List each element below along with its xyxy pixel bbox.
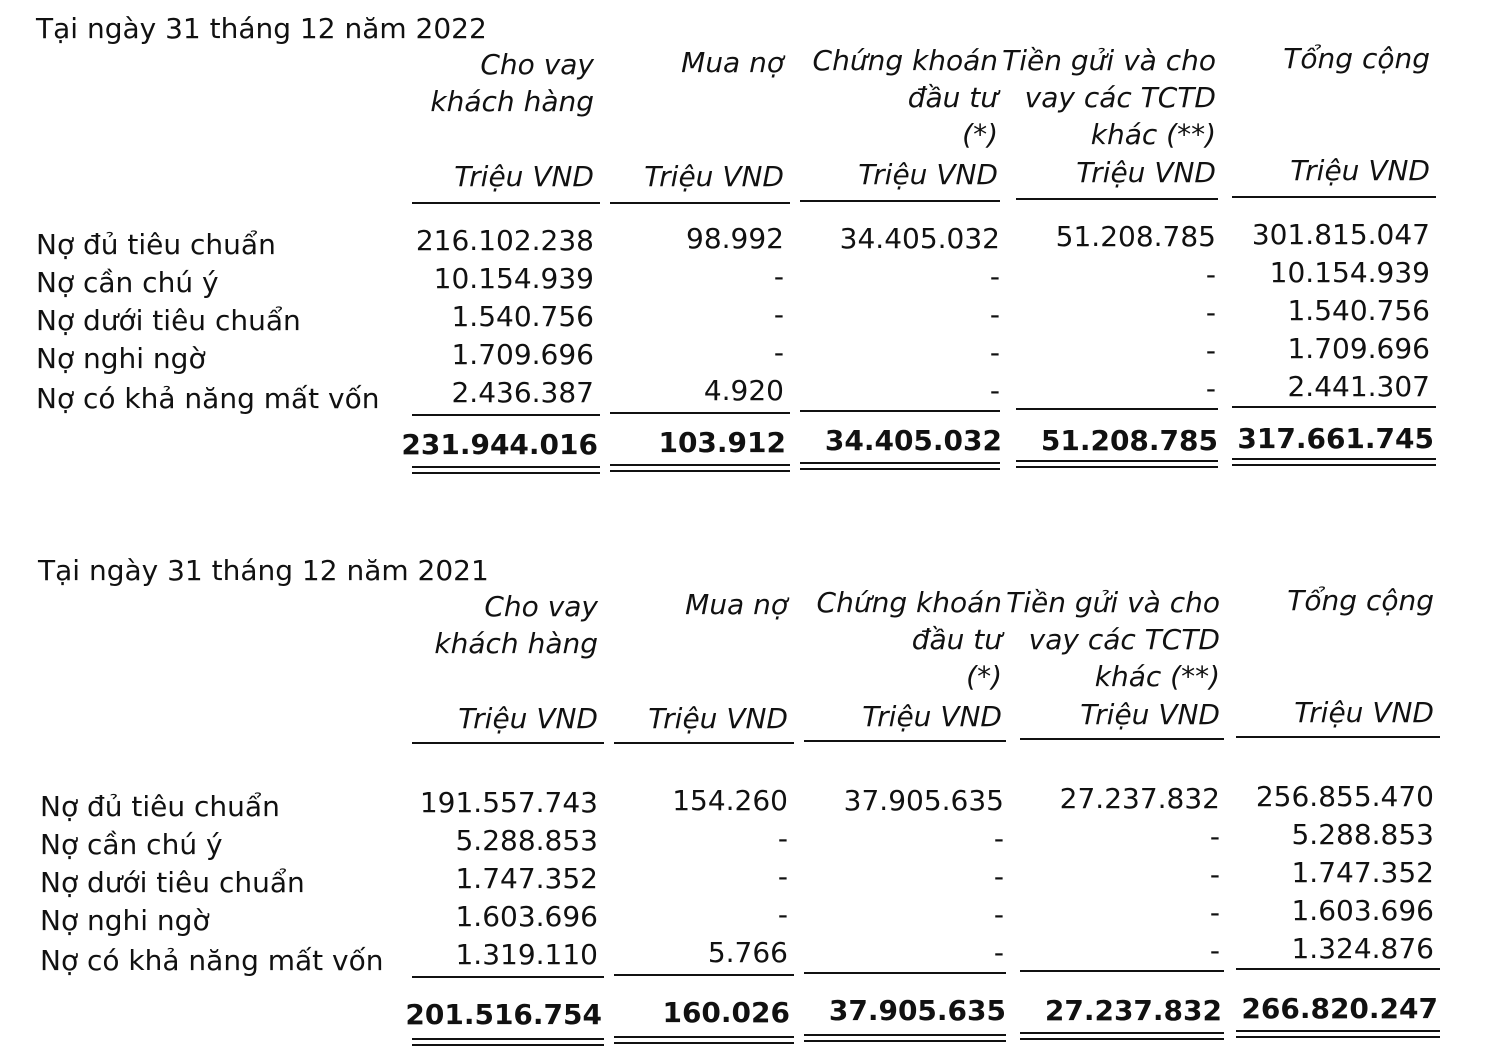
cell: - — [777, 822, 788, 855]
header-debt-purchase: Mua nợ — [681, 46, 784, 79]
cell: 301.815.047 — [1251, 218, 1430, 251]
subtotal-rule — [1020, 970, 1224, 972]
subtotal-rule — [610, 412, 790, 414]
total-cell: 317.661.745 — [1237, 422, 1434, 455]
total-cell: 37.905.635 — [828, 994, 1006, 1027]
cell: 1.319.110 — [455, 938, 598, 971]
header-rule — [412, 742, 604, 744]
header-loans: Cho vay khách hàng — [430, 48, 594, 118]
header-rule — [1016, 198, 1218, 200]
row-label: Nợ nghi ngờ — [36, 342, 206, 375]
header-rule — [1232, 196, 1436, 198]
total-double-rule — [1232, 458, 1436, 466]
subtotal-rule — [412, 414, 600, 416]
cell: 2.436.387 — [451, 376, 594, 409]
cell: 1.747.352 — [1291, 856, 1434, 889]
total-double-rule — [412, 466, 600, 474]
cell: 1.603.696 — [1291, 894, 1434, 927]
cell: 1.747.352 — [455, 862, 598, 895]
cell: 37.905.635 — [843, 784, 1004, 817]
total-double-rule — [1016, 460, 1218, 468]
subtotal-rule — [412, 976, 604, 978]
cell: - — [989, 336, 1000, 369]
cell: 10.154.939 — [433, 262, 594, 295]
cell: - — [989, 374, 1000, 407]
total-double-rule — [610, 464, 790, 472]
cell: - — [773, 298, 784, 331]
unit-label: Triệu VND — [648, 702, 788, 735]
cell: - — [1209, 858, 1220, 891]
cell: 1.709.696 — [1287, 332, 1430, 365]
total-cell: 231.944.016 — [401, 428, 598, 461]
total-double-rule — [1020, 1032, 1224, 1040]
cell: - — [773, 336, 784, 369]
header-loans: Cho vay khách hàng — [434, 590, 598, 660]
cell: 216.102.238 — [415, 224, 594, 257]
total-cell: 51.208.785 — [1040, 424, 1218, 457]
row-label: Nợ nghi ngờ — [40, 904, 210, 937]
unit-label: Triệu VND — [1076, 156, 1216, 189]
subtotal-rule — [800, 410, 1000, 412]
cell: 5.766 — [707, 936, 788, 969]
row-label: Nợ dưới tiêu chuẩn — [40, 866, 305, 899]
header-total: Tổng cộng — [1287, 584, 1434, 617]
cell: - — [777, 898, 788, 931]
unit-label: Triệu VND — [454, 160, 594, 193]
total-cell: 27.237.832 — [1044, 994, 1222, 1027]
cell: - — [993, 822, 1004, 855]
unit-label: Triệu VND — [1080, 698, 1220, 731]
subtotal-rule — [1232, 406, 1436, 408]
header-securities: Chứng khoán đầu tư (*) — [816, 586, 1002, 693]
row-label: Nợ đủ tiêu chuẩn — [36, 228, 276, 261]
total-cell: 34.405.032 — [824, 424, 1002, 457]
cell: 2.441.307 — [1287, 370, 1430, 403]
unit-label: Triệu VND — [458, 702, 598, 735]
header-rule — [614, 742, 794, 744]
cell: - — [993, 860, 1004, 893]
row-label: Nợ có khả năng mất vốn — [36, 382, 380, 415]
cell: 1.324.876 — [1291, 932, 1434, 965]
total-double-rule — [412, 1038, 604, 1046]
header-rule — [412, 202, 600, 204]
cell: - — [989, 260, 1000, 293]
cell: 1.540.756 — [451, 300, 594, 333]
cell: - — [989, 298, 1000, 331]
header-total: Tổng cộng — [1283, 42, 1430, 75]
cell: - — [1205, 258, 1216, 291]
cell: 4.920 — [703, 374, 784, 407]
cell: 10.154.939 — [1269, 256, 1430, 289]
total-cell: 266.820.247 — [1241, 992, 1438, 1025]
cell: 1.709.696 — [451, 338, 594, 371]
row-label: Nợ cần chú ý — [40, 828, 223, 861]
cell: - — [993, 936, 1004, 969]
cell: 98.992 — [686, 222, 784, 255]
cell: - — [777, 860, 788, 893]
cell: - — [1205, 334, 1216, 367]
cell: - — [1209, 934, 1220, 967]
cell: 256.855.470 — [1255, 780, 1434, 813]
unit-label: Triệu VND — [644, 160, 784, 193]
cell: 51.208.785 — [1055, 220, 1216, 253]
row-label: Nợ dưới tiêu chuẩn — [36, 304, 301, 337]
cell: 34.405.032 — [839, 222, 1000, 255]
header-rule — [1020, 738, 1224, 740]
header-debt-purchase: Mua nợ — [685, 588, 788, 621]
cell: - — [1205, 296, 1216, 329]
unit-label: Triệu VND — [1294, 696, 1434, 729]
total-double-rule — [804, 1034, 1006, 1042]
subtotal-rule — [1016, 408, 1218, 410]
total-double-rule — [1236, 1030, 1440, 1038]
cell: 191.557.743 — [419, 786, 598, 819]
header-deposits: Tiền gửi và cho vay các TCTD khác (**) — [1002, 44, 1216, 151]
cell: - — [993, 898, 1004, 931]
header-rule — [804, 740, 1006, 742]
unit-label: Triệu VND — [858, 158, 998, 191]
unit-label: Triệu VND — [862, 700, 1002, 733]
header-deposits: Tiền gửi và cho vay các TCTD khác (**) — [1006, 586, 1220, 693]
cell: 1.603.696 — [455, 900, 598, 933]
subtotal-rule — [804, 972, 1006, 974]
subtotal-rule — [614, 974, 794, 976]
table-title: Tại ngày 31 tháng 12 năm 2022 — [36, 12, 487, 45]
cell: 1.540.756 — [1287, 294, 1430, 327]
total-cell: 201.516.754 — [405, 998, 602, 1031]
row-label: Nợ đủ tiêu chuẩn — [40, 790, 280, 823]
row-label: Nợ có khả năng mất vốn — [40, 944, 384, 977]
header-rule — [1236, 736, 1440, 738]
unit-label: Triệu VND — [1290, 154, 1430, 187]
cell: 5.288.853 — [1291, 818, 1434, 851]
cell: - — [1205, 372, 1216, 405]
row-label: Nợ cần chú ý — [36, 266, 219, 299]
header-securities: Chứng khoán đầu tư (*) — [812, 44, 998, 151]
table-title: Tại ngày 31 tháng 12 năm 2021 — [38, 554, 489, 587]
cell: - — [773, 260, 784, 293]
cell: - — [1209, 896, 1220, 929]
total-double-rule — [800, 462, 1000, 470]
total-cell: 160.026 — [662, 996, 790, 1029]
header-rule — [800, 200, 1000, 202]
total-double-rule — [614, 1036, 794, 1044]
total-cell: 103.912 — [658, 426, 786, 459]
cell: 5.288.853 — [455, 824, 598, 857]
header-rule — [610, 202, 790, 204]
cell: - — [1209, 820, 1220, 853]
cell: 27.237.832 — [1059, 782, 1220, 815]
subtotal-rule — [1236, 968, 1440, 970]
cell: 154.260 — [672, 784, 788, 817]
